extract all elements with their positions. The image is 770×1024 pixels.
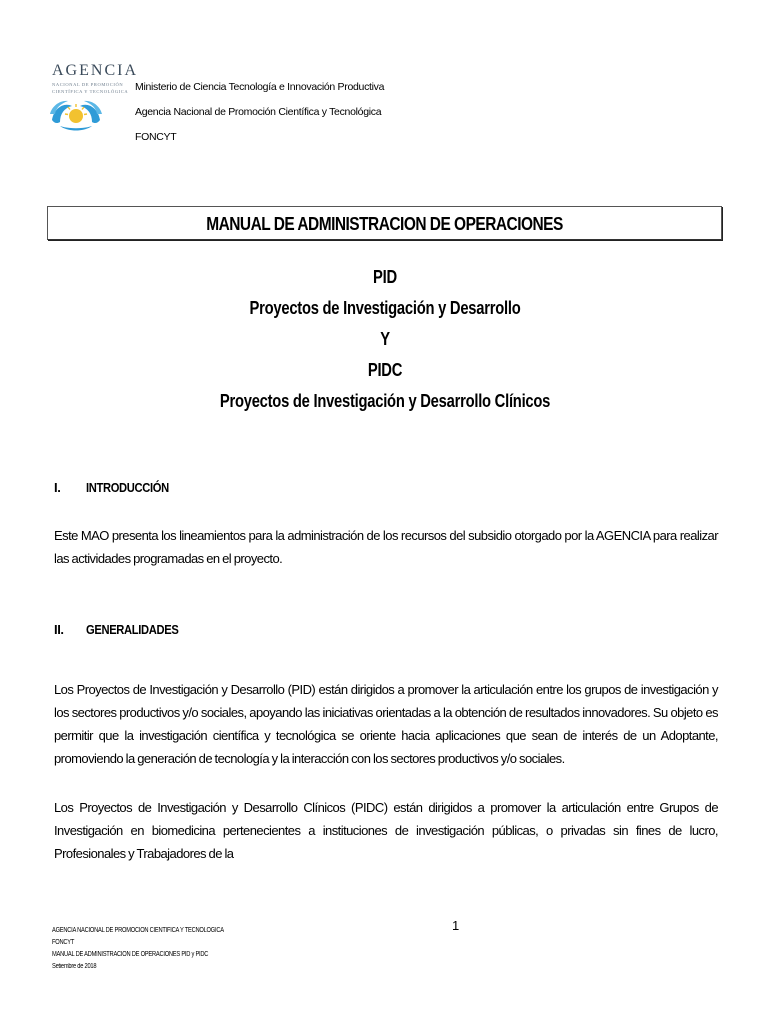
subtitle-pid: PID xyxy=(373,267,397,287)
footer-agency: AGENCIA NACIONAL DE PROMOCION CIENTIFICA Y TECNOLOGICA xyxy=(52,927,224,934)
header-foncyt: FONCYT xyxy=(135,131,177,143)
page-number: 1 xyxy=(452,918,460,933)
header-agency: Agencia Nacional de Promoción Científica y Tecnológica xyxy=(135,106,382,118)
logo-subtitle-1: NACIONAL DE PROMOCIÓN xyxy=(52,82,124,87)
section-heading-generalidades xyxy=(54,622,193,637)
intro-paragraph: Este MAO presenta los lineamientos para la administración de los recursos del subsidio otorgado por la AGENCIA para realizar las actividades programadas en el proyecto. xyxy=(54,528,718,566)
section-label: INTRODUCCIÓN xyxy=(86,480,169,495)
document-title: MANUAL DE ADMINISTRACION DE OPERACIONES xyxy=(206,214,563,234)
section-heading-intro xyxy=(54,480,182,495)
header-ministry: Ministerio de Ciencia Tecnología e Innovación Productiva xyxy=(135,81,385,93)
footer-manual: MANUAL DE ADMINISTRACION DE OPERACIONES PID y PIDC xyxy=(52,951,209,958)
footer-foncyt: FONCYT xyxy=(52,939,75,946)
page-footer xyxy=(52,925,262,973)
generalidades-paragraph-1: Los Proyectos de Investigación y Desarrollo (PID) están dirigidos a promover la articulación entre los grupos de investigación y los sectores productivos y/o sociales, apoyando las iniciativas orientadas a la obtención de resultados innovadores. Su objeto es permitir que la investigación científica y tecnológica se oriente hacia aplicaciones que sean de interés de un Adoptante, promoviendo la generación de tecnología y la interacción con los sectores productivos y/o sociales. xyxy=(54,682,718,766)
document-subtitle-block xyxy=(0,262,770,417)
subtitle-conjunction: Y xyxy=(380,329,390,349)
subtitle-pidc-name: Proyectos de Investigación y Desarrollo Clínicos xyxy=(219,391,551,411)
logo-subtitle-2: CIENTÍFICA Y TECNOLÓGICA xyxy=(52,89,129,94)
header-institution-lines xyxy=(135,82,384,157)
document-title-box xyxy=(47,206,722,240)
footer-date: Setiembre de 2018 xyxy=(52,963,97,970)
section-label: GENERALIDADES xyxy=(86,622,179,637)
subtitle-pid-name: Proyectos de Investigación y Desarrollo xyxy=(249,298,521,318)
generalidades-paragraph-2: Los Proyectos de Investigación y Desarrollo Clínicos (PIDC) están dirigidos a promover la articulación entre Grupos de Investigación en biomedicina pertenecientes a instituciones de investigación públicas, o privadas sin fines de lucro, Profesionales y Trabajadores de la xyxy=(54,800,718,861)
sun-emblem-icon xyxy=(48,98,104,132)
section-number: I. xyxy=(54,480,61,495)
subtitle-pidc: PIDC xyxy=(367,360,403,380)
agencia-logo xyxy=(44,62,138,142)
logo-wordmark: AGENCIA xyxy=(52,62,138,79)
section-number: II. xyxy=(54,622,64,637)
